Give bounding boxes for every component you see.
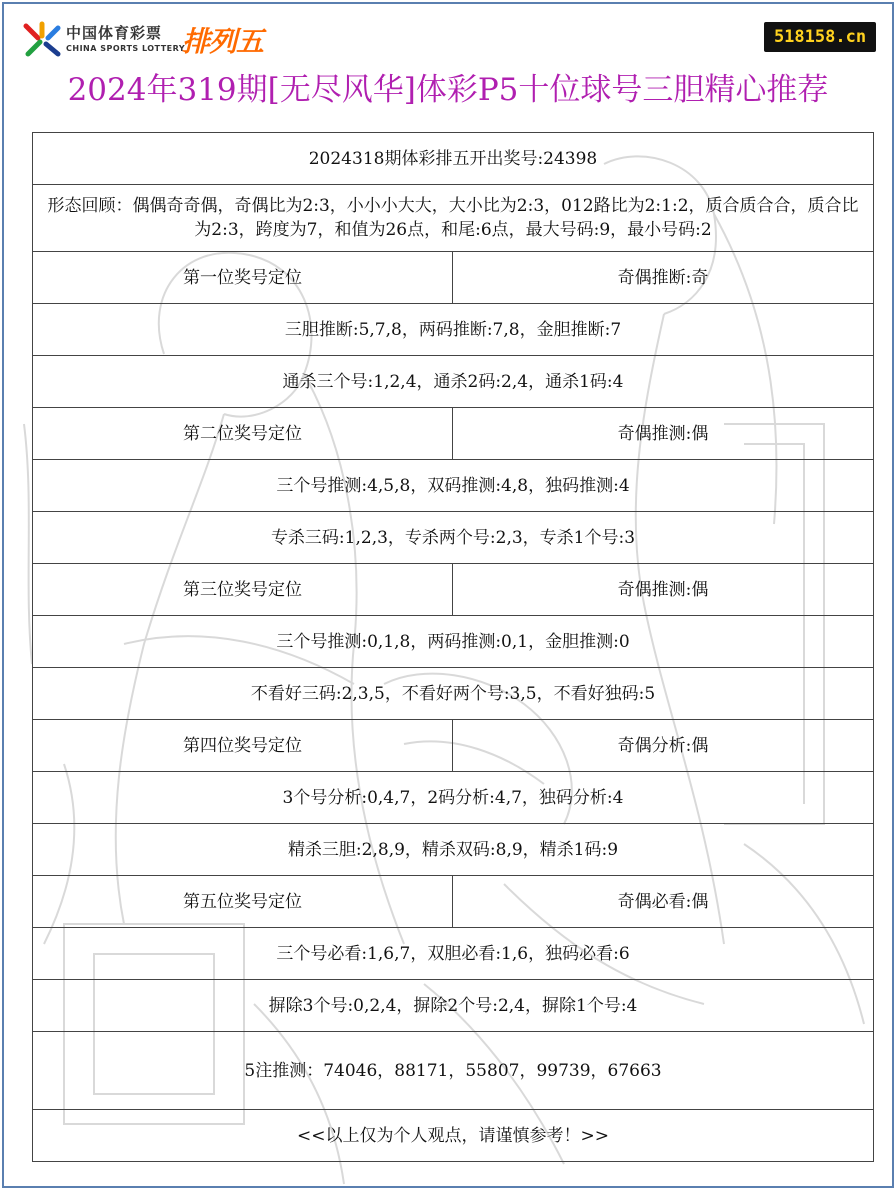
kill-line: 通杀三个号:1,2,4，通杀2码:2,4，通杀1码:4: [33, 356, 874, 408]
table-row: [33, 252, 874, 304]
table-row: [33, 460, 874, 512]
kill-line: 不看好三码:2,3,5，不看好两个号:3,5，不看好独码:5: [33, 668, 874, 720]
position-label: 第四位奖号定位: [33, 720, 453, 772]
table-row: [33, 512, 874, 564]
prediction-line: 三个号必看:1,6,7，双胆必看:1,6，独码必看:6: [33, 928, 874, 980]
prediction-line: 三个号推测:4,5,8，双码推测:4,8，独码推测:4: [33, 460, 874, 512]
table-row: [33, 980, 874, 1032]
parity-prediction: 奇偶必看:偶: [453, 876, 874, 928]
logo-chinese-text: 中国体育彩票: [66, 24, 163, 42]
bet-suggestions: 5注推测：74046，88171，55807，99739，67663: [33, 1032, 874, 1110]
lottery-logo-icon: [20, 20, 64, 60]
table-row: [33, 304, 874, 356]
table-row: [33, 185, 874, 252]
draw-result: 2024318期体彩排五开出奖号:24398: [33, 133, 874, 185]
parity-prediction: 奇偶推测:偶: [453, 564, 874, 616]
table-row: [33, 668, 874, 720]
parity-prediction: 奇偶推测:偶: [453, 408, 874, 460]
table-row: [33, 1032, 874, 1110]
table-row: [33, 133, 874, 185]
position-label: 第五位奖号定位: [33, 876, 453, 928]
table-row: [33, 876, 874, 928]
parity-prediction: 奇偶分析:偶: [453, 720, 874, 772]
site-badge: 518158.cn: [764, 22, 876, 52]
table-row: [33, 824, 874, 876]
pattern-review: 形态回顾：偶偶奇奇偶，奇偶比为2:3，小小小大大，大小比为2:3，012路比为2:1:2，质合质合合，质合比为2:3，跨度为7，和值为26点，和尾:6点，最大号码:9，最小号码:2: [33, 185, 874, 252]
kill-line: 摒除3个号:0,2,4，摒除2个号:2,4，摒除1个号:4: [33, 980, 874, 1032]
page-title: 2024年319期[无尽风华]体彩P5十位球号三胆精心推荐: [67, 72, 829, 108]
logo-brand-text: 排列五: [182, 25, 264, 58]
prediction-table: [32, 132, 874, 1162]
logo-english-text: CHINA SPORTS LOTTERY: [66, 44, 186, 53]
prediction-line: 三胆推断:5,7,8，两码推断:7,8，金胆推断:7: [33, 304, 874, 356]
table-row: [33, 772, 874, 824]
poster-frame: [2, 2, 894, 1188]
prediction-line: 3个号分析:0,4,7，2码分析:4,7，独码分析:4: [33, 772, 874, 824]
disclaimer: <<以上仅为个人观点，请谨慎参考！>>: [33, 1110, 874, 1162]
table-row: [33, 356, 874, 408]
table-row: [33, 564, 874, 616]
kill-line: 专杀三码:1,2,3，专杀两个号:2,3，专杀1个号:3: [33, 512, 874, 564]
table-row: [33, 928, 874, 980]
table-row: [33, 408, 874, 460]
position-label: 第一位奖号定位: [33, 252, 453, 304]
table-row: [33, 720, 874, 772]
china-sports-lottery-logo: [20, 18, 290, 62]
table-row: [33, 1110, 874, 1162]
position-label: 第三位奖号定位: [33, 564, 453, 616]
parity-prediction: 奇偶推断:奇: [453, 252, 874, 304]
prediction-line: 三个号推测:0,1,8，两码推测:0,1，金胆推测:0: [33, 616, 874, 668]
position-label: 第二位奖号定位: [33, 408, 453, 460]
table-row: [33, 616, 874, 668]
kill-line: 精杀三胆:2,8,9，精杀双码:8,9，精杀1码:9: [33, 824, 874, 876]
